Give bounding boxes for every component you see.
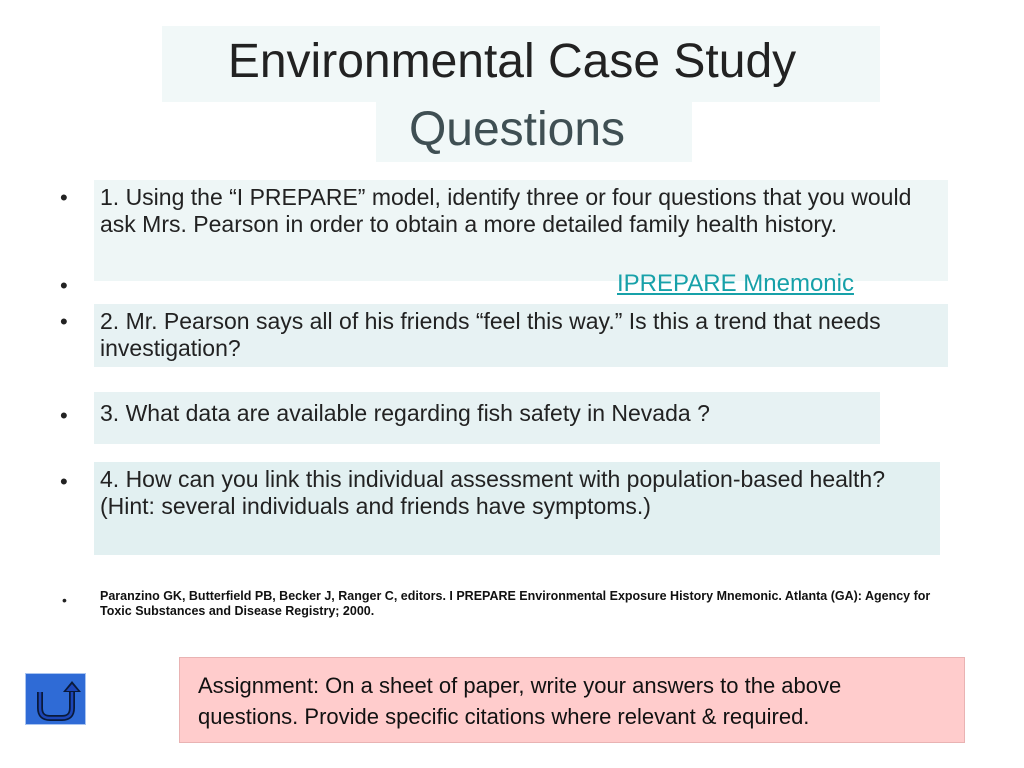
iprepare-mnemonic-link[interactable]: IPREPARE Mnemonic [617, 270, 854, 297]
reference-citation: Paranzino GK, Butterfield PB, Becker J, Ranger C, editors. I PREPARE Environmental Exposure History Mnemonic. Atlanta (GA): Agency for Toxic Substances and Disease Registry; 2000. [100, 589, 931, 618]
question-3: 3. What data are available regarding fish safety in Nevada ? [94, 392, 880, 444]
bullet-marker: • [60, 185, 68, 210]
bullet-marker: • [60, 273, 68, 298]
bullet-marker: • [60, 403, 68, 428]
back-button[interactable] [25, 673, 86, 725]
page-title: Environmental Case Study [227, 35, 797, 88]
question-4: 4. How can you link this individual assessment with population-based health? (Hint: several individuals and friends have symptoms.) [94, 462, 940, 555]
question-2: 2. Mr. Pearson says all of his friends “feel this way.” Is this a trend that needs investigation? [94, 304, 948, 367]
page-title-line2: Questions [408, 103, 626, 156]
question-1: 1. Using the “I PREPARE” model, identify three or four questions that you would ask Mrs. Pearson in order to obtain a more detailed family health history. [94, 180, 948, 281]
bullet-marker: • [60, 469, 68, 494]
return-arrow-icon [26, 674, 87, 726]
assignment-box: Assignment: On a sheet of paper, write your answers to the above questions. Provide specific citations where relevant & required. [179, 657, 965, 743]
bullet-marker: • [62, 592, 67, 608]
bullet-marker: • [60, 309, 68, 334]
